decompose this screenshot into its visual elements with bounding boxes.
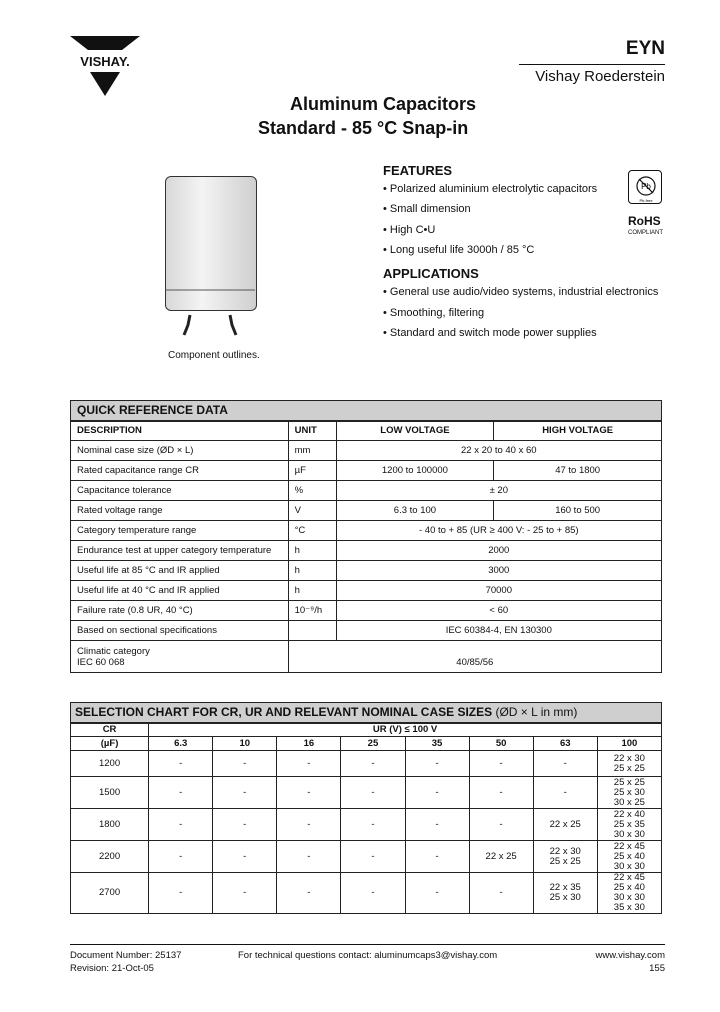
case-size-cell: - bbox=[533, 777, 597, 809]
case-size-cell: 25 x 25 25 x 30 30 x 25 bbox=[597, 777, 661, 809]
table-row bbox=[71, 841, 662, 873]
col-high-voltage: HIGH VOLTAGE bbox=[494, 421, 662, 441]
table-row bbox=[71, 873, 662, 914]
svg-text:Pb-free: Pb-free bbox=[639, 198, 653, 203]
table-row: Rated capacitance range CR µF 1200 to 100000 47 to 1800 bbox=[71, 461, 662, 481]
capacitor-leads-icon bbox=[160, 280, 260, 350]
selection-chart-table: SELECTION CHART FOR CR, UR AND RELEVANT NOMINAL CASE SIZES (ØD × L in mm) CR UR (V) ≤ 100 V (µF) 6.3 10 16 25 35 50 63 100 1200 - - - - - - - 22 x 30 25 x 25 1500 - - - - - - - 25 x 25 25 x 30 30 x 25 1800 - - - - - - 22 x 25 22 x 40 25 x 35 30 x 30 2200 - - - - - 22 x 25 22 x 30 25 x 25 22 x 45 25 x 40 30 x 30 2700 - - - - - - 22 x 35 25 x 30 22 x 45 25 x 40 30 x 30 35 x 30 bbox=[70, 702, 662, 914]
case-size-cell: - bbox=[405, 809, 469, 841]
case-size-cell: - bbox=[341, 809, 405, 841]
table-row: Climatic category IEC 60 068 40/85/56 bbox=[71, 641, 662, 673]
application-item: • General use audio/video systems, industrial electronics bbox=[383, 286, 659, 298]
capacitance-cell: 2200 bbox=[71, 841, 149, 873]
case-size-cell: - bbox=[213, 873, 277, 914]
pb-free-icon bbox=[628, 170, 662, 204]
capacitance-cell: 1500 bbox=[71, 777, 149, 809]
page-title: Aluminum Capacitors bbox=[290, 94, 477, 114]
capacitance-cell: 2700 bbox=[71, 873, 149, 914]
case-size-cell: - bbox=[405, 751, 469, 777]
rohs-label: RoHS bbox=[628, 214, 661, 228]
case-size-cell: - bbox=[213, 751, 277, 777]
case-size-cell: 22 x 25 bbox=[533, 809, 597, 841]
doc-number: Document Number: 25137 bbox=[70, 950, 182, 961]
table-row: Capacitance tolerance % ± 20 bbox=[71, 481, 662, 501]
revision: Revision: 21-Oct-05 bbox=[70, 963, 154, 974]
case-size-cell: 22 x 35 25 x 30 bbox=[533, 873, 597, 914]
case-size-cell: 22 x 40 25 x 35 30 x 30 bbox=[597, 809, 661, 841]
col-low-voltage: LOW VOLTAGE bbox=[336, 421, 494, 441]
case-size-cell: - bbox=[341, 751, 405, 777]
case-size-cell: - bbox=[213, 841, 277, 873]
page-subtitle: Standard - 85 °C Snap-in bbox=[258, 118, 469, 138]
case-size-cell: - bbox=[213, 777, 277, 809]
table-row bbox=[71, 809, 662, 841]
case-size-cell: - bbox=[341, 873, 405, 914]
case-size-cell: - bbox=[277, 751, 341, 777]
feature-item: • Polarized aluminium electrolytic capacitors bbox=[383, 183, 598, 195]
table-row: Failure rate (0.8 UR, 40 °C) 10⁻⁹/h < 60 bbox=[71, 601, 662, 621]
case-size-cell: - bbox=[213, 809, 277, 841]
feature-item: • High C•U bbox=[383, 224, 436, 236]
table-row: Useful life at 40 °C and IR applied h 70000 bbox=[71, 581, 662, 601]
table-row bbox=[71, 751, 662, 777]
case-size-cell: - bbox=[277, 809, 341, 841]
case-size-cell: - bbox=[149, 777, 213, 809]
selection-title: SELECTION CHART FOR CR, UR AND RELEVANT NOMINAL CASE SIZES (ØD × L in mm) bbox=[71, 703, 662, 723]
applications-heading: APPLICATIONS bbox=[383, 266, 479, 281]
vishay-logo bbox=[70, 28, 140, 98]
case-size-cell: - bbox=[341, 841, 405, 873]
quick-ref-title: QUICK REFERENCE DATA bbox=[71, 401, 662, 421]
application-item: • Smoothing, filtering bbox=[383, 307, 485, 319]
website-link[interactable]: www.vishay.com bbox=[595, 950, 665, 961]
case-size-cell: - bbox=[149, 841, 213, 873]
table-row bbox=[71, 777, 662, 809]
footer-rule bbox=[70, 944, 665, 945]
col-unit: UNIT bbox=[288, 421, 336, 441]
case-size-cell: - bbox=[469, 873, 533, 914]
case-size-cell: - bbox=[405, 873, 469, 914]
application-item: • Standard and switch mode power supplies bbox=[383, 327, 597, 339]
table-row: Based on sectional specifications IEC 60384-4, EN 130300 bbox=[71, 621, 662, 641]
col-description: DESCRIPTION bbox=[71, 421, 289, 441]
case-size-cell: 22 x 25 bbox=[469, 841, 533, 873]
case-size-cell: 22 x 30 25 x 25 bbox=[533, 841, 597, 873]
quick-reference-table bbox=[70, 400, 662, 673]
capacitance-cell: 1200 bbox=[71, 751, 149, 777]
table-row: Useful life at 85 °C and IR applied h 3000 bbox=[71, 561, 662, 581]
ur-label: UR (V) ≤ 100 V bbox=[149, 723, 662, 737]
image-caption: Component outlines. bbox=[168, 350, 260, 361]
case-size-cell: - bbox=[277, 777, 341, 809]
case-size-cell: 22 x 45 25 x 40 30 x 30 bbox=[597, 841, 661, 873]
case-size-cell: - bbox=[405, 777, 469, 809]
case-size-cell: 22 x 30 25 x 25 bbox=[597, 751, 661, 777]
logo-text: VISHAY. bbox=[80, 54, 130, 69]
case-size-cell: 22 x 45 25 x 40 30 x 30 35 x 30 bbox=[597, 873, 661, 914]
table-row: Rated voltage range V 6.3 to 100 160 to 500 bbox=[71, 501, 662, 521]
case-size-cell: - bbox=[469, 751, 533, 777]
brand-division: Vishay Roederstein bbox=[535, 68, 665, 85]
page-number: 155 bbox=[649, 963, 665, 974]
case-size-cell: - bbox=[277, 841, 341, 873]
contact-link[interactable]: For technical questions contact: aluminumcaps3@vishay.com bbox=[238, 950, 498, 961]
table-row: Endurance test at upper category temperature h 2000 bbox=[71, 541, 662, 561]
cr-unit: (µF) bbox=[71, 737, 149, 751]
cr-label: CR bbox=[71, 723, 149, 737]
header-rule bbox=[519, 64, 665, 65]
rohs-sub: COMPLIANT bbox=[628, 230, 664, 236]
case-size-cell: - bbox=[469, 809, 533, 841]
case-size-cell: - bbox=[469, 777, 533, 809]
capacitance-cell: 1800 bbox=[71, 809, 149, 841]
svg-text:Pb: Pb bbox=[641, 182, 651, 191]
feature-item: • Long useful life 3000h / 85 °C bbox=[383, 244, 535, 256]
case-size-cell: - bbox=[149, 809, 213, 841]
case-size-cell: - bbox=[533, 751, 597, 777]
case-size-cell: - bbox=[405, 841, 469, 873]
features-heading: FEATURES bbox=[383, 163, 453, 178]
case-size-cell: - bbox=[277, 873, 341, 914]
product-code: EYN bbox=[625, 38, 665, 59]
case-size-cell: - bbox=[149, 873, 213, 914]
table-row: Nominal case size (ØD × L) mm 22 x 20 to 40 x 60 bbox=[71, 441, 662, 461]
table-row: Category temperature range °C - 40 to + 85 (UR ≥ 400 V: - 25 to + 85) bbox=[71, 521, 662, 541]
case-size-cell: - bbox=[149, 751, 213, 777]
case-size-cell: - bbox=[341, 777, 405, 809]
feature-item: • Small dimension bbox=[383, 203, 471, 215]
